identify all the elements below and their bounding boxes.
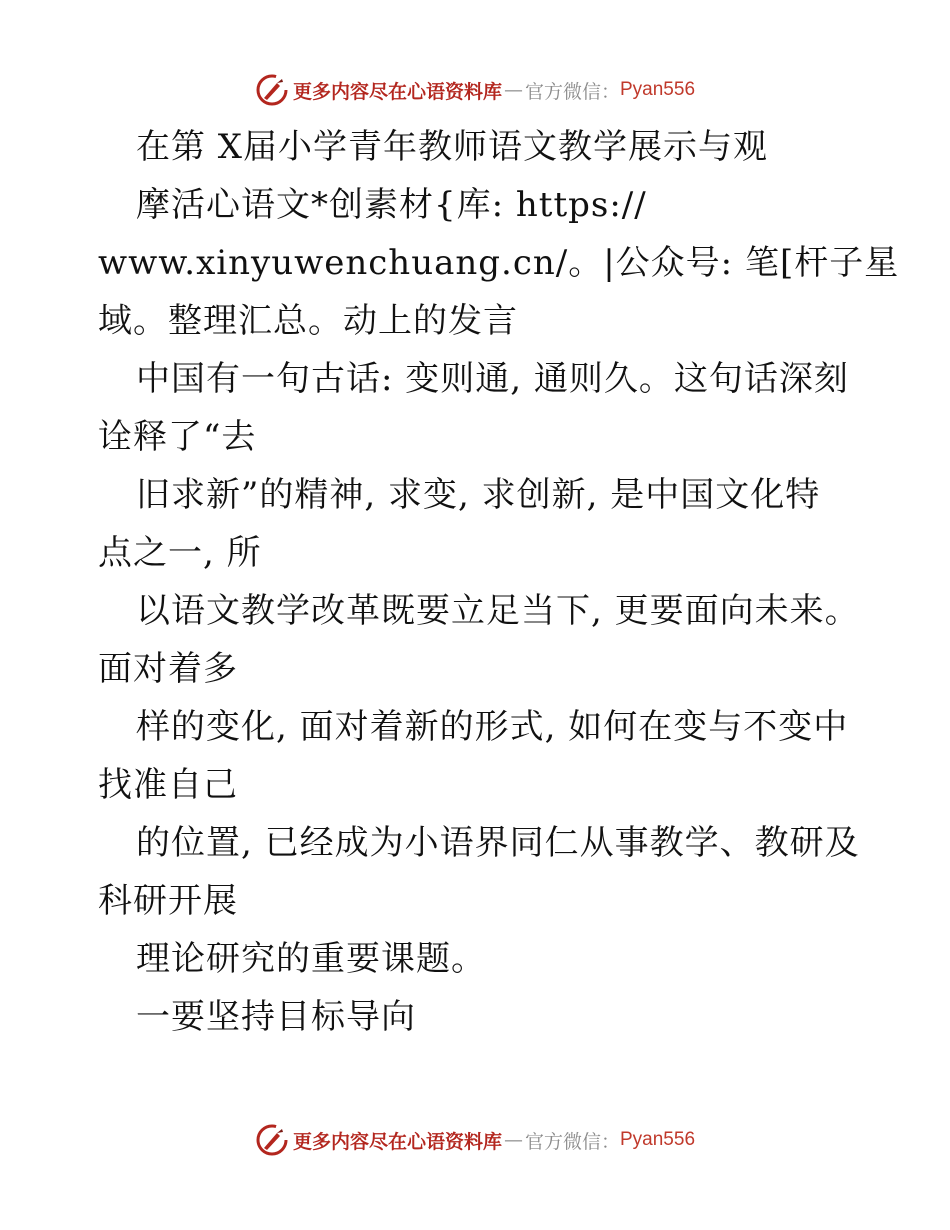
text-line: 科研开展 — [98, 881, 238, 921]
text-line: 域。整理汇总。动上的发言 — [98, 301, 518, 341]
text-line: 以语文教学改革既要立足当下, 更要面向未来。 — [136, 591, 860, 631]
quill-swirl-logo-icon — [255, 73, 289, 107]
quill-swirl-logo-icon — [255, 1123, 289, 1157]
footer-banner — [0, 1120, 950, 1160]
text-line: 的位置, 已经成为小语界同仁从事教学、教研及 — [136, 823, 860, 863]
document-body — [98, 118, 900, 1046]
text-line: 样的变化, 面对着新的形式, 如何在变与不变中 — [136, 707, 849, 747]
banner-wechat-id: Pyan556 — [620, 1129, 696, 1150]
text-line: 一要坚持目标导向 — [136, 997, 416, 1037]
text-line: 点之一, 所 — [98, 533, 262, 573]
header-banner — [0, 70, 950, 110]
text-line: 摩活心语文*创素材{库: https:// — [136, 185, 647, 225]
text-line: 旧求新”的精神, 求变, 求创新, 是中国文化特 — [136, 475, 821, 515]
banner-dash: — — [503, 79, 523, 101]
banner-main-text: 更多内容尽在心语资料库 — [292, 1130, 502, 1153]
text-line: 面对着多 — [98, 649, 238, 689]
banner-dash: — — [503, 1129, 523, 1151]
text-line: 中国有一句古话: 变则通, 通则久。这句话深刻 — [136, 359, 849, 399]
banner-sub-text: 官方微信： — [524, 1130, 620, 1153]
text-line: www.xinyuwenchuang.cn/。|公众号: 笔[杆子星 — [98, 243, 900, 283]
banner-wechat-id: Pyan556 — [620, 79, 696, 100]
banner-main-text: 更多内容尽在心语资料库 — [292, 80, 502, 103]
banner-sub-text: 官方微信： — [524, 80, 620, 103]
text-line: 诠释了“去 — [98, 417, 257, 457]
text-line: 在第 X届小学青年教师语文教学展示与观 — [136, 127, 769, 167]
text-line: 理论研究的重要课题。 — [136, 939, 486, 979]
text-line: 找准自己 — [98, 765, 238, 805]
